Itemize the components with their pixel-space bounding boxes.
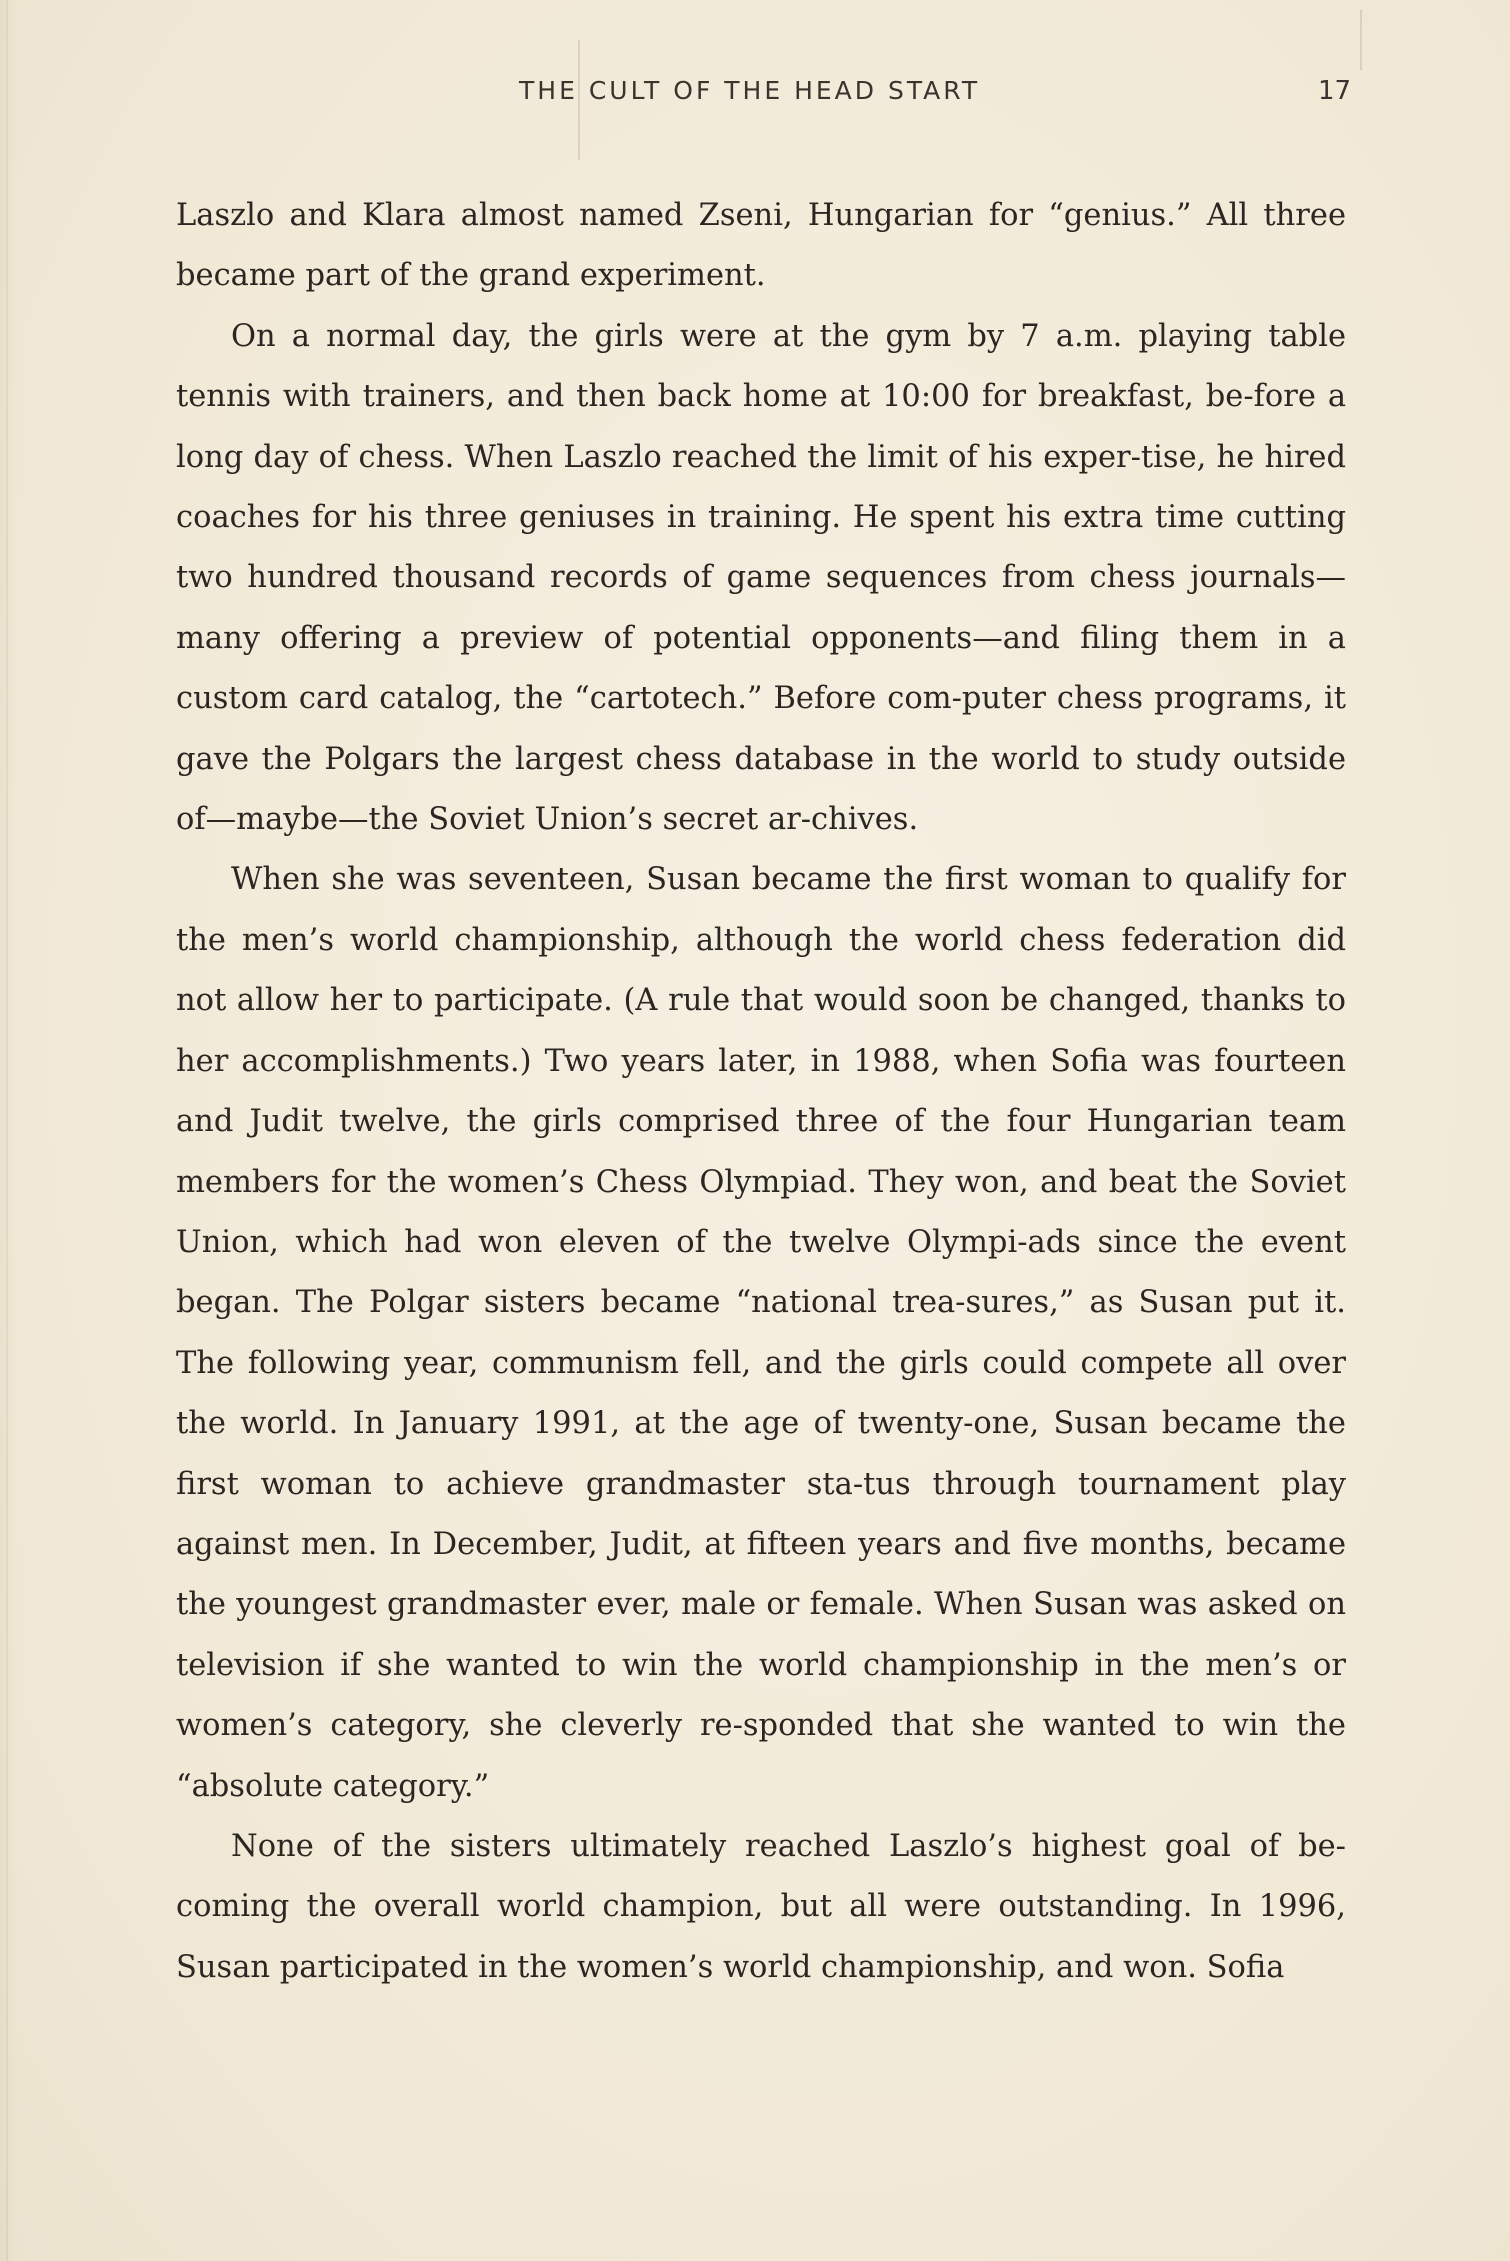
paragraph-4: None of the sisters ultimately reached Laszlo’s highest goal of be-coming the overall world champion, but all were outstanding. In 1996, Susan participated in the women’s world championship, and won. Sofia: [176, 1828, 1346, 1985]
paragraph-3: When she was seventeen, Susan became the first woman to qualify for the men’s world championship, although the world chess federation did not allow her to participate. (A rule that would soon be changed, thanks to her accomplishments.) Two years later, in 1988, when Sofia was fourteen and Judit twelve, the girls comprised three of the four Hungarian team members for the women’s Chess Olympiad. They won, and beat the Soviet Union, which had won eleven of the twelve Olympi-ads since the event began. The Polgar sisters became “national trea-sures,” as Susan put it. The following year, communism fell, and the girls could compete all over the world. In January 1991, at the age of twenty-one, Susan became the first woman to achieve grandmaster sta-tus through tournament play against men. In December, Judit, at fifteen years and five months, became the youngest grandmaster ever, male or female. When Susan was asked on television if she wanted to win the world championship in the men’s or women’s category, she cleverly re-sponded that she wanted to win the “absolute category.”: [176, 862, 1346, 1804]
body-text: [176, 186, 1346, 1998]
running-header: [0, 76, 1510, 116]
paragraph-1: Laszlo and Klara almost named Zseni, Hungarian for “genius.” All three became part of the grand experiment.: [176, 198, 1346, 294]
page-number: 17: [1318, 76, 1352, 106]
running-title: THE CULT OF THE HEAD START: [519, 76, 981, 105]
paragraph-2: On a normal day, the girls were at the gym by 7 a.m. playing table tennis with trainers, and then back home at 10:00 for breakfast, be-fore a long day of chess. When Laszlo reached the limit of his exper-tise, he hired coaches for his three geniuses in training. He spent his extra time cutting two hundred thousand records of game sequences from chess journals—many offering a preview of potential opponents—and filing them in a custom card catalog, the “cartotech.” Before com-puter chess programs, it gave the Polgars the largest chess database in the world to study outside of—maybe—the Soviet Union’s secret ar-chives.: [176, 318, 1346, 838]
paper-crease: [1360, 10, 1362, 70]
page-edge-shadow: [6, 0, 8, 2261]
